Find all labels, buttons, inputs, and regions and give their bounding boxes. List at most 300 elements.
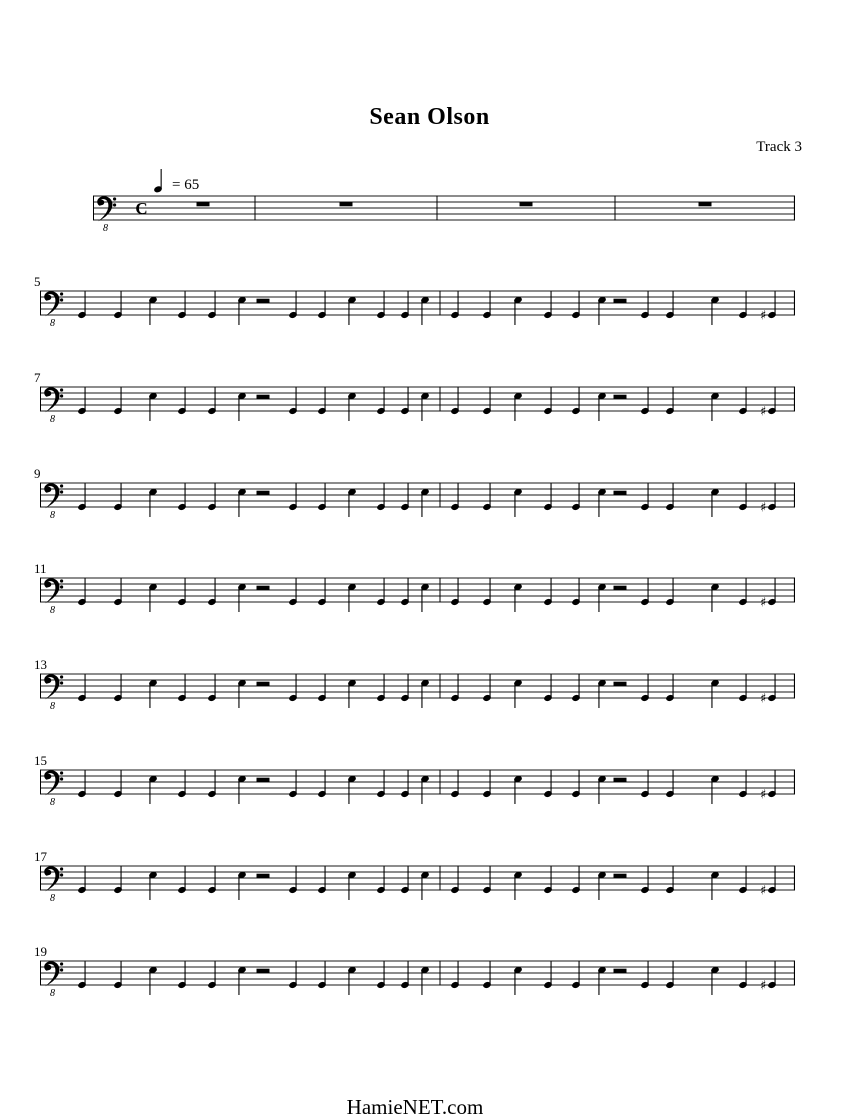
- barline: [794, 387, 795, 412]
- note-stem: [746, 674, 747, 697]
- half-rest: [614, 874, 627, 878]
- staff-line: [40, 483, 795, 484]
- barline: [794, 961, 795, 986]
- note-stem: [384, 961, 385, 984]
- note-stem: [775, 674, 776, 697]
- bass-clef-icon: [44, 770, 59, 795]
- note-stem: [325, 291, 326, 314]
- note-stem: [514, 397, 515, 421]
- note-stem: [673, 387, 674, 410]
- note-stem: [384, 578, 385, 601]
- note-stem: [514, 876, 515, 900]
- bass-clef-icon: [44, 291, 59, 316]
- barline: [440, 578, 441, 603]
- octave-8-label: 8: [50, 414, 55, 425]
- note-stem: [648, 674, 649, 697]
- note-stem: [215, 866, 216, 889]
- note-stem: [408, 770, 409, 793]
- note-stem: [408, 674, 409, 697]
- note-stem: [490, 770, 491, 793]
- note-stem: [85, 291, 86, 314]
- note-stem: [384, 483, 385, 506]
- note-stem: [121, 770, 122, 793]
- note-stem: [746, 483, 747, 506]
- barline: [40, 866, 41, 891]
- note-stem: [458, 578, 459, 601]
- note-stem: [85, 578, 86, 601]
- staff-system-m7: [34, 370, 795, 425]
- note-stem: [746, 291, 747, 314]
- note-stem: [325, 483, 326, 506]
- note-stem: [149, 971, 150, 995]
- note-stem: [775, 961, 776, 984]
- barline: [440, 387, 441, 412]
- note-stem: [458, 674, 459, 697]
- note-stem: [775, 387, 776, 410]
- staff-line: [40, 985, 795, 986]
- note-stem: [121, 387, 122, 410]
- half-rest: [257, 491, 270, 495]
- note-stem: [746, 961, 747, 984]
- note-stem: [490, 387, 491, 410]
- staff-line: [40, 698, 795, 699]
- bass-clef-icon: [44, 483, 59, 508]
- half-rest: [257, 586, 270, 590]
- note-stem: [238, 876, 239, 900]
- note-stem: [598, 684, 599, 708]
- note-stem: [711, 876, 712, 900]
- page-title: Sean Olson: [369, 104, 490, 130]
- note-stem: [421, 876, 422, 900]
- note-stem: [551, 674, 552, 697]
- note-stem: [85, 770, 86, 793]
- note-stem: [775, 770, 776, 793]
- note-stem: [185, 578, 186, 601]
- note-stem: [579, 674, 580, 697]
- bass-clef-dot: [60, 298, 63, 301]
- bass-clef-dot: [60, 388, 63, 391]
- note-stem: [149, 684, 150, 708]
- note-stem: [121, 291, 122, 314]
- note-stem: [673, 866, 674, 889]
- bass-clef-dot: [60, 867, 63, 870]
- note-stem: [296, 578, 297, 601]
- note-stem: [85, 483, 86, 506]
- barline: [440, 291, 441, 316]
- octave-8-label: 8: [50, 797, 55, 808]
- note-stem: [238, 397, 239, 421]
- note-stem: [579, 387, 580, 410]
- note-stem: [325, 770, 326, 793]
- staff-system-m15: [34, 753, 795, 808]
- note-stem: [514, 971, 515, 995]
- barline: [440, 770, 441, 795]
- note-stem: [514, 780, 515, 804]
- note-stem: [551, 578, 552, 601]
- sharp-accidental: ♯: [760, 500, 767, 516]
- note-stem: [121, 483, 122, 506]
- half-rest: [614, 969, 627, 973]
- bass-clef-dot: [60, 962, 63, 965]
- staff-line: [40, 507, 795, 508]
- staff-system-intro: [93, 196, 795, 234]
- barline: [437, 196, 438, 221]
- bass-clef-dot: [113, 197, 116, 200]
- note-stem: [348, 684, 349, 708]
- note-stem: [185, 674, 186, 697]
- note-stem: [238, 301, 239, 325]
- note-stem: [746, 866, 747, 889]
- barline: [794, 578, 795, 603]
- barline: [794, 483, 795, 508]
- note-stem: [296, 674, 297, 697]
- barline: [794, 866, 795, 891]
- note-stem: [384, 866, 385, 889]
- half-rest: [614, 682, 627, 686]
- staff-line: [40, 501, 795, 502]
- note-stem: [551, 866, 552, 889]
- note-stem: [185, 866, 186, 889]
- octave-8-label: 8: [50, 893, 55, 904]
- staff-system-m19: [34, 944, 795, 999]
- note-stem: [598, 971, 599, 995]
- bass-clef-dot: [60, 579, 63, 582]
- note-stem: [551, 961, 552, 984]
- staff-line: [40, 387, 795, 388]
- note-stem: [348, 397, 349, 421]
- staff-line: [40, 309, 795, 310]
- measure-number: 19: [34, 944, 47, 959]
- note-stem: [598, 493, 599, 517]
- note-stem: [598, 780, 599, 804]
- note-stem: [421, 780, 422, 804]
- note-stem: [421, 684, 422, 708]
- half-rest: [614, 491, 627, 495]
- note-stem: [711, 493, 712, 517]
- note-stem: [490, 674, 491, 697]
- bass-clef-icon: [97, 196, 112, 221]
- footer-watermark: HamieNET.com: [346, 1095, 484, 1119]
- note-stem: [711, 971, 712, 995]
- note-stem: [514, 684, 515, 708]
- half-rest: [614, 299, 627, 303]
- note-stem: [579, 961, 580, 984]
- barline: [440, 961, 441, 986]
- sharp-accidental: ♯: [760, 883, 767, 899]
- bass-clef-icon: [44, 866, 59, 891]
- note-stem: [421, 397, 422, 421]
- note-stem: [408, 387, 409, 410]
- staff-line: [40, 788, 795, 789]
- bass-clef-dot: [60, 681, 63, 684]
- note-stem: [215, 961, 216, 984]
- note-stem: [598, 876, 599, 900]
- note-stem: [490, 291, 491, 314]
- note-stem: [325, 866, 326, 889]
- bass-clef-dot: [60, 771, 63, 774]
- note-stem: [673, 674, 674, 697]
- staff-line: [40, 890, 795, 891]
- note-stem: [408, 866, 409, 889]
- note-stem: [648, 291, 649, 314]
- note-stem: [598, 397, 599, 421]
- note-stem: [711, 588, 712, 612]
- staff-line: [93, 208, 795, 209]
- bass-clef-dot: [60, 777, 63, 780]
- note-stem: [384, 674, 385, 697]
- bass-clef-icon: [44, 578, 59, 603]
- bass-clef-icon: [46, 774, 51, 779]
- measure-number: 13: [34, 657, 47, 672]
- note-stem: [746, 387, 747, 410]
- measure-number: 17: [34, 849, 47, 864]
- note-stem: [325, 387, 326, 410]
- note-stem: [421, 301, 422, 325]
- half-rest: [257, 778, 270, 782]
- note-stem: [648, 387, 649, 410]
- note-stem: [85, 674, 86, 697]
- barline: [440, 866, 441, 891]
- note-stem: [384, 387, 385, 410]
- sharp-accidental: ♯: [760, 691, 767, 707]
- note-stem: [296, 961, 297, 984]
- note-stem: [648, 578, 649, 601]
- half-rest: [257, 299, 270, 303]
- staff-line: [40, 411, 795, 412]
- measure-number: 15: [34, 753, 47, 768]
- note-stem: [215, 387, 216, 410]
- bass-clef-icon: [44, 674, 59, 699]
- octave-8-label: 8: [50, 605, 55, 616]
- staff-line: [93, 214, 795, 215]
- bass-clef-icon: [46, 678, 51, 683]
- staff-system-m5: [34, 274, 795, 329]
- barline: [615, 196, 616, 221]
- note-stem: [648, 483, 649, 506]
- octave-8-label: 8: [50, 510, 55, 521]
- sharp-accidental: ♯: [760, 404, 767, 420]
- staff-line: [93, 196, 795, 197]
- sharp-accidental: ♯: [760, 595, 767, 611]
- bass-clef-dot: [113, 203, 116, 206]
- bass-clef-icon: [46, 582, 51, 587]
- note-stem: [149, 397, 150, 421]
- staff-line: [93, 220, 795, 221]
- note-stem: [348, 780, 349, 804]
- note-stem: [490, 961, 491, 984]
- note-stem: [325, 674, 326, 697]
- bass-clef-dot: [60, 484, 63, 487]
- note-stem: [149, 301, 150, 325]
- time-signature-common: C: [135, 198, 148, 218]
- note-stem: [711, 397, 712, 421]
- whole-rest: [340, 202, 353, 206]
- note-stem: [296, 866, 297, 889]
- staff-line: [40, 674, 795, 675]
- note-stem: [348, 588, 349, 612]
- tempo-text: = 65: [172, 177, 200, 193]
- note-stem: [408, 291, 409, 314]
- note-stem: [458, 961, 459, 984]
- note-stem: [490, 483, 491, 506]
- staff-line: [40, 866, 795, 867]
- note-stem: [215, 483, 216, 506]
- staff-line: [40, 315, 795, 316]
- note-stem: [238, 971, 239, 995]
- staff-line: [40, 770, 795, 771]
- note-stem: [215, 578, 216, 601]
- note-stem: [458, 866, 459, 889]
- note-stem: [775, 578, 776, 601]
- note-stem: [711, 301, 712, 325]
- staff-line: [40, 578, 795, 579]
- note-stem: [296, 387, 297, 410]
- note-stem: [215, 674, 216, 697]
- note-stem: [673, 483, 674, 506]
- half-rest: [257, 682, 270, 686]
- note-stem: [408, 578, 409, 601]
- note-stem: [579, 483, 580, 506]
- staff-system-m17: [34, 849, 795, 904]
- note-stem: [673, 770, 674, 793]
- note-stem: [514, 493, 515, 517]
- note-stem: [185, 291, 186, 314]
- note-stem: [551, 483, 552, 506]
- staff-system-m9: [34, 466, 795, 521]
- note-stem: [711, 684, 712, 708]
- octave-8-label: 8: [103, 223, 108, 234]
- note-stem: [648, 961, 649, 984]
- staff-line: [40, 596, 795, 597]
- note-stem: [775, 866, 776, 889]
- note-stem: [185, 961, 186, 984]
- note-stem: [579, 291, 580, 314]
- note-stem: [421, 588, 422, 612]
- note-stem: [775, 291, 776, 314]
- note-stem: [215, 770, 216, 793]
- note-stem: [458, 483, 459, 506]
- note-stem: [458, 387, 459, 410]
- barline: [40, 291, 41, 316]
- barline: [93, 196, 94, 221]
- note-stem: [598, 301, 599, 325]
- barline: [40, 578, 41, 603]
- bass-clef-dot: [60, 394, 63, 397]
- bass-clef-dot: [60, 490, 63, 493]
- staff-line: [40, 794, 795, 795]
- bass-clef-icon: [46, 870, 51, 875]
- note-stem: [185, 483, 186, 506]
- half-rest: [614, 395, 627, 399]
- bass-clef-dot: [60, 873, 63, 876]
- sharp-accidental: ♯: [760, 308, 767, 324]
- barline: [794, 291, 795, 316]
- note-stem: [149, 588, 150, 612]
- note-stem: [296, 483, 297, 506]
- measure-number: 11: [34, 561, 47, 576]
- barline: [440, 483, 441, 508]
- note-stem: [711, 780, 712, 804]
- measure-number: 7: [34, 370, 41, 385]
- note-stem: [348, 301, 349, 325]
- barline: [40, 961, 41, 986]
- note-stem: [458, 770, 459, 793]
- note-stem: [384, 770, 385, 793]
- note-stem: [296, 291, 297, 314]
- note-stem: [238, 588, 239, 612]
- note-stem: [421, 971, 422, 995]
- note-stem: [325, 961, 326, 984]
- staff-line: [40, 884, 795, 885]
- sharp-accidental: ♯: [760, 978, 767, 994]
- staff-system-m13: [34, 657, 795, 712]
- bass-clef-dot: [60, 968, 63, 971]
- bass-clef-dot: [60, 292, 63, 295]
- note-stem: [775, 483, 776, 506]
- barline: [794, 674, 795, 699]
- half-rest: [614, 586, 627, 590]
- note-stem: [215, 291, 216, 314]
- bass-clef-dot: [60, 585, 63, 588]
- note-stem: [579, 866, 580, 889]
- bass-clef-icon: [46, 487, 51, 492]
- note-stem: [149, 876, 150, 900]
- staff-line: [40, 602, 795, 603]
- barline: [40, 483, 41, 508]
- track-label: Track 3: [756, 139, 802, 155]
- note-stem: [408, 483, 409, 506]
- note-stem: [238, 684, 239, 708]
- note-stem: [121, 961, 122, 984]
- barline: [440, 674, 441, 699]
- note-stem: [490, 578, 491, 601]
- note-stem: [85, 961, 86, 984]
- half-rest: [257, 969, 270, 973]
- bass-clef-icon: [44, 961, 59, 986]
- note-stem: [551, 387, 552, 410]
- note-stem: [121, 578, 122, 601]
- note-stem: [648, 770, 649, 793]
- note-stem: [384, 291, 385, 314]
- staff-line: [40, 405, 795, 406]
- note-stem: [673, 961, 674, 984]
- bass-clef-icon: [99, 200, 104, 205]
- note-stem: [458, 291, 459, 314]
- half-rest: [257, 874, 270, 878]
- note-stem: [149, 780, 150, 804]
- note-stem: [408, 961, 409, 984]
- note-stem: [579, 578, 580, 601]
- note-stem: [185, 770, 186, 793]
- barline: [794, 770, 795, 795]
- note-stem: [551, 770, 552, 793]
- note-stem: [648, 866, 649, 889]
- note-stem: [85, 866, 86, 889]
- staff-line: [40, 692, 795, 693]
- whole-rest: [197, 202, 210, 206]
- staff-line: [40, 979, 795, 980]
- bass-clef-icon: [46, 295, 51, 300]
- note-stem: [348, 493, 349, 517]
- bass-clef-dot: [60, 675, 63, 678]
- note-stem: [348, 971, 349, 995]
- sharp-accidental: ♯: [760, 787, 767, 803]
- staff-line: [40, 291, 795, 292]
- barline: [40, 770, 41, 795]
- note-stem: [551, 291, 552, 314]
- bass-clef-icon: [46, 391, 51, 396]
- octave-8-label: 8: [50, 318, 55, 329]
